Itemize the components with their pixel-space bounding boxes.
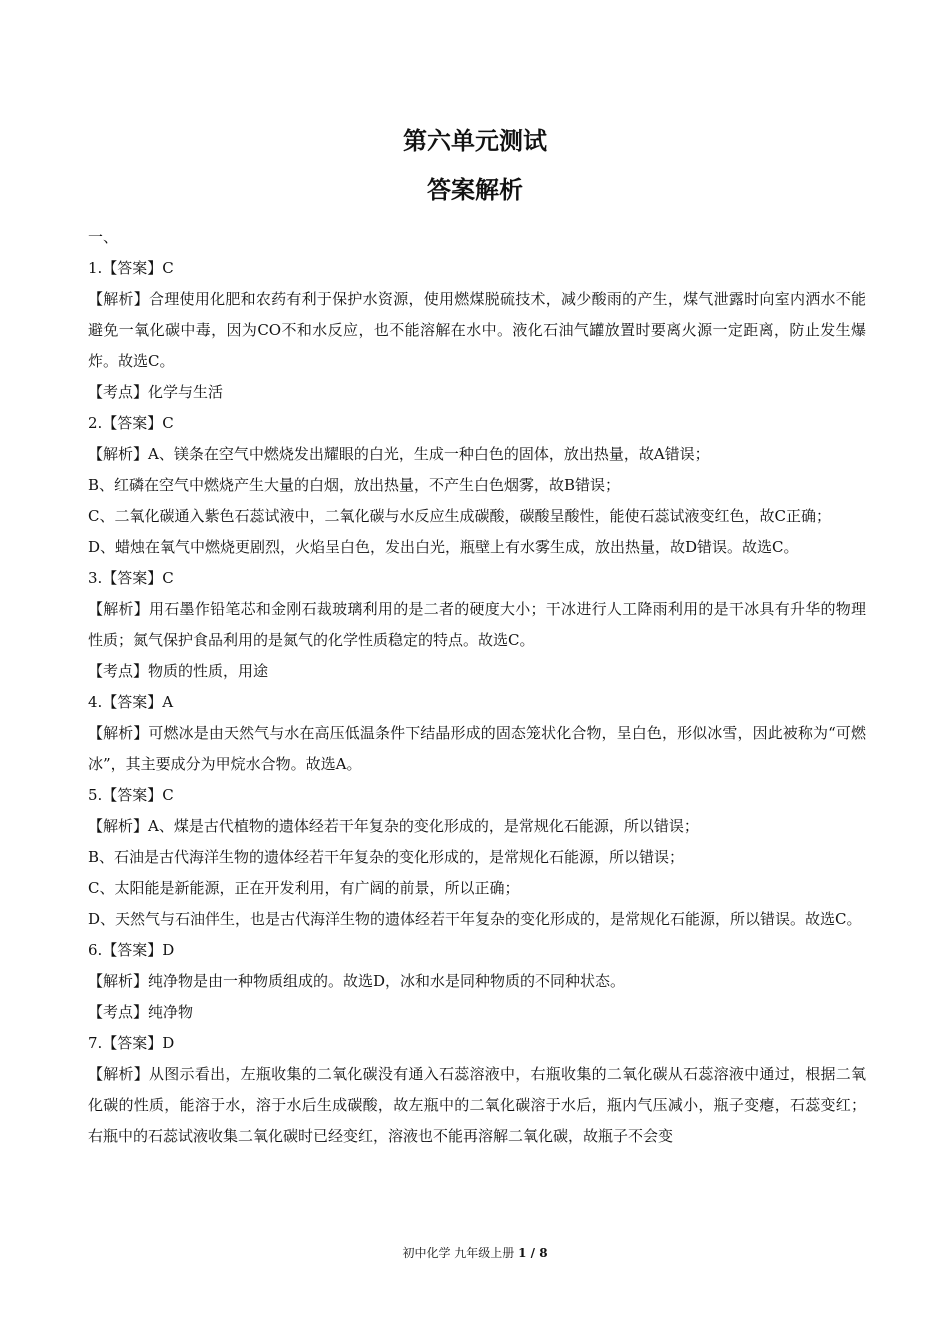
answer-line: 2.【答案】C bbox=[88, 414, 174, 432]
answer-line: 3.【答案】C bbox=[88, 569, 174, 587]
page-number: 1 / 8 bbox=[518, 1246, 548, 1260]
answer-line: 7.【答案】D bbox=[88, 1034, 175, 1052]
answer-line: 5.【答案】C bbox=[88, 786, 174, 804]
document-body bbox=[88, 222, 866, 1152]
answer-line: 1.【答案】C bbox=[88, 259, 174, 277]
analysis-paragraph: 【解析】合理使用化肥和农药有利于保护水资源，使用燃煤脱硫技术，减少酸雨的产生，煤气泄露时向室内洒水不能避免一氧化碳中毒，因为CO不和水反应，也不能溶解在水中。液化石油气罐放置时要离火源一定距离，防止发生爆炸。故选C。 bbox=[88, 290, 866, 370]
page-footer bbox=[0, 1244, 950, 1262]
answer-line: 6.【答案】D bbox=[88, 941, 175, 959]
analysis-paragraph: B、石油是古代海洋生物的遗体经若干年复杂的变化形成的，是常规化石能源，所以错误； bbox=[88, 848, 685, 866]
topic-line: 【考点】物质的性质，用途 bbox=[88, 662, 269, 680]
analysis-paragraph: C、太阳能是新能源，正在开发利用，有广阔的前景，所以正确； bbox=[88, 879, 520, 897]
analysis-paragraph: 【解析】A、煤是古代植物的遗体经若干年复杂的变化形成的，是常规化石能源，所以错误； bbox=[88, 817, 699, 835]
analysis-paragraph: 【解析】A、镁条在空气中燃烧发出耀眼的白光，生成一种白色的固体，放出热量，故A错误； bbox=[88, 445, 710, 463]
analysis-paragraph: 【解析】纯净物是由一种物质组成的。故选D，冰和水是同种物质的不同种状态。 bbox=[88, 972, 626, 990]
analysis-paragraph: 【解析】可燃冰是由天然气与水在高压低温条件下结晶形成的固态笼状化合物，呈白色，形似冰雪，因此被称为“可燃冰”，其主要成分为甲烷水合物。故选A。 bbox=[88, 724, 866, 773]
answer-line: 4.【答案】A bbox=[88, 693, 174, 711]
analysis-paragraph: C、二氧化碳通入紫色石蕊试液中，二氧化碳与水反应生成碳酸，碳酸呈酸性，能使石蕊试液变红色，故C正确； bbox=[88, 507, 831, 525]
analysis-paragraph: 【解析】从图示看出，左瓶收集的二氧化碳没有通入石蕊溶液中，右瓶收集的二氧化碳从石蕊溶液中通过，根据二氧化碳的性质，能溶于水，溶于水后生成碳酸，故左瓶中的二氧化碳溶于水后，瓶内气压减小，瓶子变瘪，石蕊变红；右瓶中的石蕊试液收集二氧化碳时已经变红，溶液也不能再溶解二氧化碳，故瓶子不会变 bbox=[88, 1065, 866, 1145]
footer-label: 初中化学 九年级上册 bbox=[402, 1246, 515, 1260]
topic-line: 【考点】纯净物 bbox=[88, 1003, 194, 1021]
topic-line: 【考点】化学与生活 bbox=[88, 383, 224, 401]
page-title: 第六单元测试 bbox=[403, 127, 547, 155]
page-subtitle: 答案解析 bbox=[427, 176, 523, 204]
analysis-paragraph: D、蜡烛在氧气中燃烧更剧烈，火焰呈白色，发出白光，瓶壁上有水雾生成，放出热量，故D错误。故选C。 bbox=[88, 538, 799, 556]
analysis-paragraph: B、红磷在空气中燃烧产生大量的白烟，放出热量，不产生白色烟雾，故B错误； bbox=[88, 476, 621, 494]
analysis-paragraph: 【解析】用石墨作铅笔芯和金刚石裁玻璃利用的是二者的硬度大小；干冰进行人工降雨利用的是干冰具有升华的物理性质；氮气保护食品利用的是氮气的化学性质稳定的特点。故选C。 bbox=[88, 600, 866, 649]
analysis-paragraph: D、天然气与石油伴生，也是古代海洋生物的遗体经若干年复杂的变化形成的，是常规化石能源，所以错误。故选C。 bbox=[88, 910, 862, 928]
section-heading: 一、 bbox=[88, 228, 119, 246]
